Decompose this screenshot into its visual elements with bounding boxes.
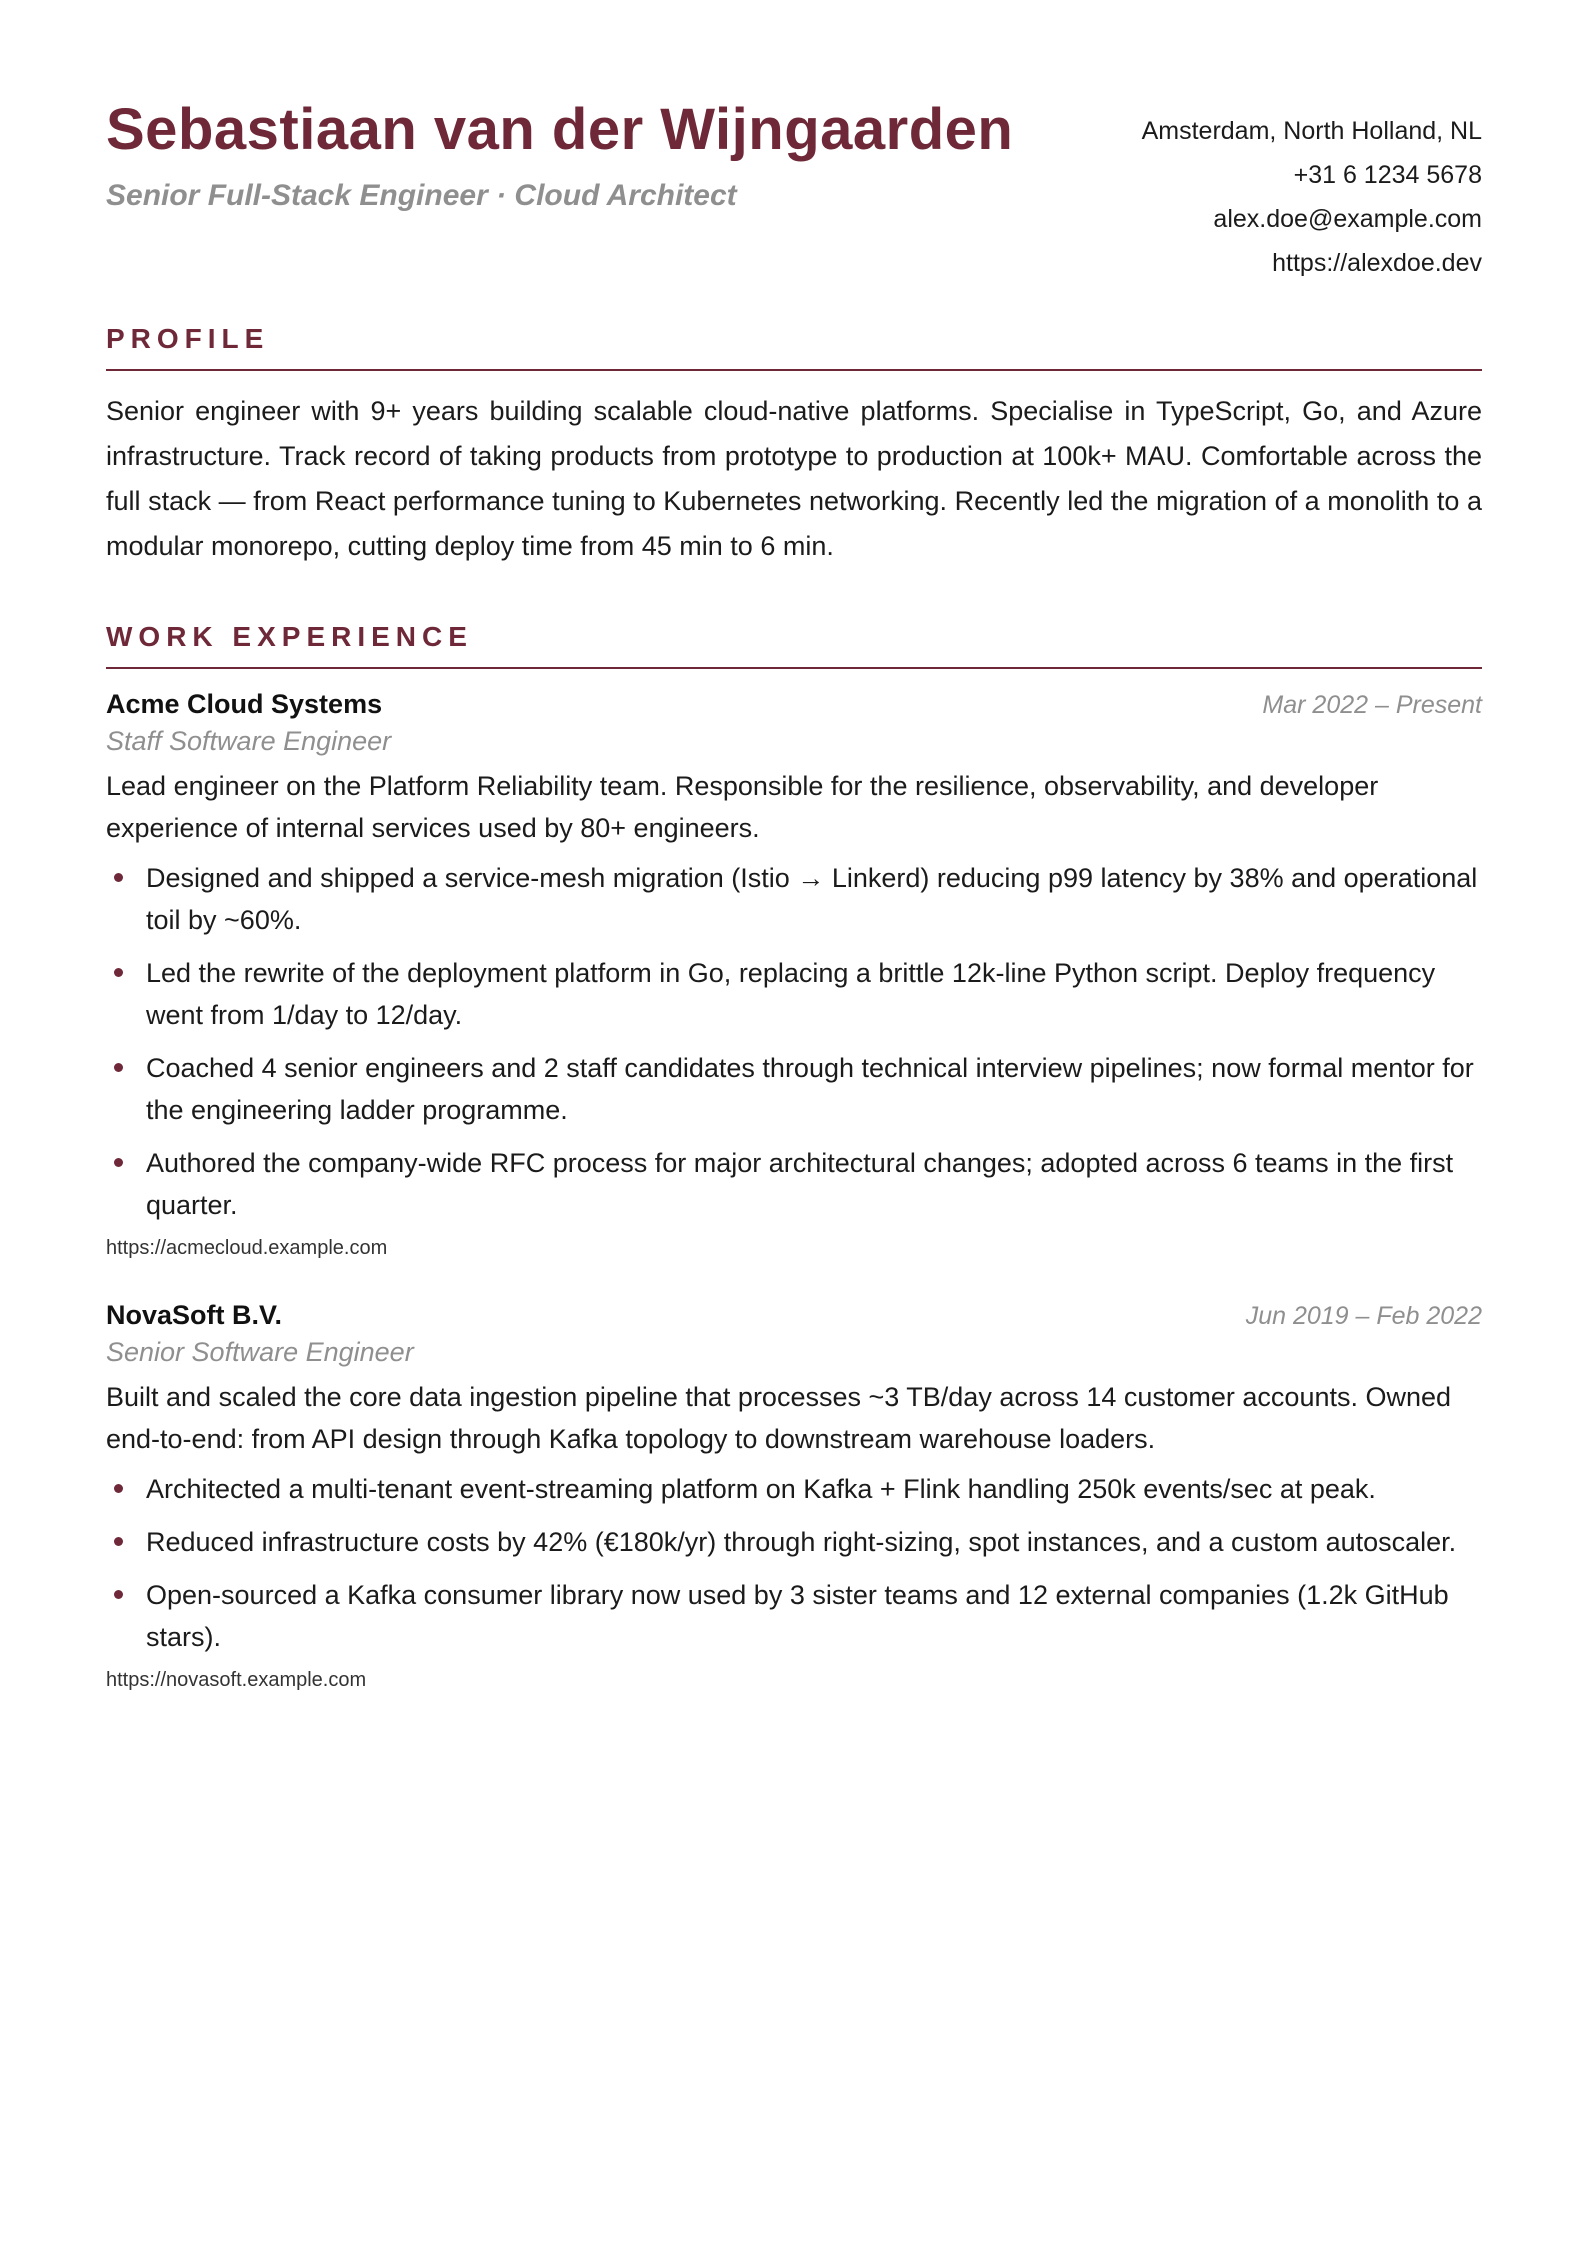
job-bullet	[106, 1574, 1482, 1658]
profile-section	[106, 323, 1482, 569]
bullet-dot-icon	[114, 1484, 123, 1493]
bullet-dot-icon	[114, 873, 123, 882]
job-entry	[106, 1300, 1482, 1692]
job-entry	[106, 689, 1482, 1260]
candidate-name: Sebastiaan van der Wijngaarden	[106, 97, 1014, 162]
job-role: Staff Software Engineer	[106, 726, 392, 756]
job-bullet-text: Architected a multi-tenant event-streaming platform on Kafka + Flink handling 250k events/sec at peak.	[146, 1474, 1376, 1504]
job-bullet	[106, 952, 1482, 1036]
job-url-link[interactable]: https://novasoft.example.com	[106, 1669, 367, 1691]
contact-block	[1142, 109, 1482, 285]
job-bullet-text: Led the rewrite of the deployment platform in Go, replacing a brittle 12k-line Python script. Deploy frequency went from 1/day to 12/day.	[146, 958, 1436, 1030]
job-bullet-text: Authored the company-wide RFC process for major architectural changes; adopted across 6 teams in the first quarter.	[146, 1148, 1454, 1220]
contact-phone[interactable]: +31 6 1234 5678	[1293, 161, 1482, 189]
job-bullet	[106, 1521, 1482, 1563]
job-bullets	[106, 1468, 1482, 1658]
contact-email[interactable]: alex.doe@example.com	[1213, 205, 1482, 233]
resume-header	[106, 97, 1482, 285]
job-bullet	[106, 1468, 1482, 1510]
profile-text: Senior engineer with 9+ years building scalable cloud-native platforms. Specialise in TypeScript, Go, and Azure infrastructure. Track record of taking products from prototype to production at 100k+ MAU. Comfortable across the full stack — from React performance tuning to Kubernetes networking. Recently led the migration of a monolith to a modular monorepo, cutting deploy time from 45 min to 6 min.	[106, 396, 1482, 561]
section-divider	[106, 369, 1482, 371]
job-summary: Lead engineer on the Platform Reliability team. Responsible for the resilience, observability, and developer experience of internal services used by 80+ engineers.	[106, 771, 1379, 843]
job-bullet-text: Coached 4 senior engineers and 2 staff candidates through technical interview pipelines; now formal mentor for the engineering ladder programme.	[146, 1053, 1474, 1125]
section-title-profile: PROFILE	[106, 323, 270, 354]
job-header	[106, 1300, 1482, 1331]
contact-location: Amsterdam, North Holland, NL	[1141, 117, 1482, 145]
job-bullet	[106, 857, 1482, 941]
job-company: Acme Cloud Systems	[106, 689, 383, 719]
job-summary: Built and scaled the core data ingestion pipeline that processes ~3 TB/day across 14 customer accounts. Owned end-to-end: from API design through Kafka topology to downstream warehouse loaders.	[106, 1382, 1452, 1454]
bullet-dot-icon	[114, 1158, 123, 1167]
contact-website[interactable]: https://alexdoe.dev	[1272, 249, 1482, 277]
candidate-tagline: Senior Full-Stack Engineer · Cloud Architect	[106, 178, 737, 212]
identity-block	[106, 97, 1014, 213]
job-bullet-text: Designed and shipped a service-mesh migration (Istio → Linkerd) reducing p99 latency by 38% and operational toil by ~60%.	[146, 863, 1478, 935]
job-bullet	[106, 1142, 1482, 1226]
job-header	[106, 689, 1482, 720]
job-bullet	[106, 1047, 1482, 1131]
bullet-dot-icon	[114, 968, 123, 977]
job-role: Senior Software Engineer	[106, 1337, 414, 1367]
bullet-dot-icon	[114, 1537, 123, 1546]
job-bullet-text: Open-sourced a Kafka consumer library now used by 3 sister teams and 12 external companies (1.2k GitHub stars).	[146, 1580, 1449, 1652]
bullet-dot-icon	[114, 1590, 123, 1599]
job-url-link[interactable]: https://acmecloud.example.com	[106, 1237, 388, 1259]
section-title-work: WORK EXPERIENCE	[106, 621, 473, 652]
job-bullets	[106, 857, 1482, 1226]
work-experience-section	[106, 621, 1482, 1692]
job-dates: Mar 2022 – Present	[1262, 691, 1482, 719]
job-dates: Jun 2019 – Feb 2022	[1245, 1302, 1482, 1330]
job-bullet-text: Reduced infrastructure costs by 42% (€180k/yr) through right-sizing, spot instances, and a custom autoscaler.	[146, 1527, 1457, 1557]
section-divider	[106, 667, 1482, 669]
job-company: NovaSoft B.V.	[106, 1300, 283, 1330]
bullet-dot-icon	[114, 1063, 123, 1072]
